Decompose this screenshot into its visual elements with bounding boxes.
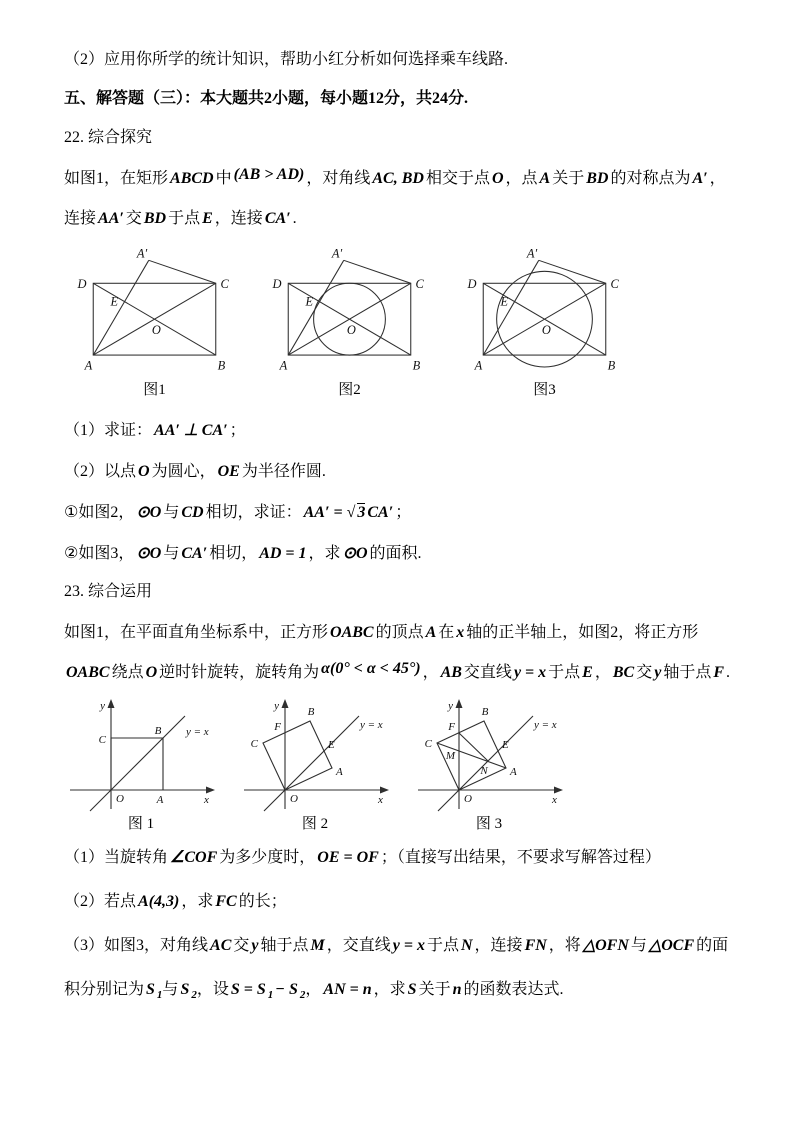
label-y-axis: y bbox=[274, 700, 279, 712]
label-F: F bbox=[448, 721, 455, 733]
q22-intro: 如图1，在矩形 ABCD 中 (AB > AD) ，对角线 AC, BD 相交于点 O ，点 A 关于 BD 的对称点为 A′ ，连接 AA′ 交 BD 于点 E ，连接 CA′ . bbox=[64, 166, 726, 227]
x-axis-arrow bbox=[554, 787, 563, 794]
y-axis-arrow bbox=[108, 699, 115, 708]
label-C: C bbox=[424, 738, 432, 750]
coordinate-diagram-3 bbox=[414, 695, 564, 813]
label-O: O bbox=[290, 793, 298, 805]
label-A-prime: A′ bbox=[526, 246, 538, 261]
label-E: E bbox=[500, 294, 509, 309]
label-x-axis: x bbox=[204, 794, 209, 806]
q21-part2-text: （2）应用你所学的统计知识，帮助小红分析如何选择乘车线路. bbox=[64, 51, 509, 68]
rectangle-diagram-1 bbox=[72, 245, 237, 379]
label-C: C bbox=[220, 277, 229, 292]
label-y-axis: y bbox=[100, 700, 105, 712]
label-B: B bbox=[481, 706, 489, 718]
label-O: O bbox=[541, 323, 551, 338]
label-x-axis: x bbox=[378, 794, 383, 806]
label-B: B bbox=[154, 725, 162, 737]
label-C: C bbox=[415, 277, 424, 292]
label-O: O bbox=[151, 323, 161, 338]
label-A: A bbox=[474, 358, 483, 373]
label-line-y-equals-x: y = x bbox=[534, 719, 557, 731]
q23-figure-1-caption: 图 1 bbox=[127, 816, 155, 832]
q23-figure-1 bbox=[66, 695, 216, 836]
diagram-lines bbox=[483, 260, 606, 367]
label-F: F bbox=[274, 721, 281, 733]
q22-figure-2-caption: 图2 bbox=[338, 382, 361, 398]
rectangle-circle-diagram-2 bbox=[267, 245, 432, 379]
q22-number-title: 22. 综合探究 bbox=[64, 129, 153, 146]
label-O: O bbox=[464, 793, 472, 805]
q23-figure-2 bbox=[240, 695, 390, 836]
x-axis-arrow bbox=[206, 787, 215, 794]
q23-part-2: （2）若点 A(4,3) ，求 FC 的长； bbox=[64, 893, 287, 910]
q22-figure-1-caption: 图1 bbox=[143, 382, 166, 398]
q22-figure-2 bbox=[267, 245, 432, 402]
q23-intro: 如图1，在平面直角坐标系中，正方形 OABC 的顶点 A 在 x 轴的正半轴上，如图2，将正方形OABC 绕点 O 逆时针旋转，旋转角为 α(0° < α < 45°) ， AB 交直线 y = x 于点 E ， BC 交 y 轴于点 F . bbox=[64, 624, 731, 681]
label-A: A bbox=[84, 358, 93, 373]
y-axis-arrow bbox=[456, 699, 463, 708]
q22-part-1: （1）求证： AA′ ⊥ CA′ ； bbox=[64, 422, 246, 439]
label-A: A bbox=[336, 766, 343, 778]
q22-part-2: （2）以点 O 为圆心， OE 为半径作圆. bbox=[64, 463, 326, 480]
label-E: E bbox=[328, 739, 335, 751]
label-line-y-equals-x: y = x bbox=[186, 726, 209, 738]
q22-figure-1 bbox=[72, 245, 237, 402]
rectangle-circle-diagram-3 bbox=[462, 245, 627, 379]
label-x-axis: x bbox=[552, 794, 557, 806]
label-y-axis: y bbox=[448, 700, 453, 712]
q22-part-2-sub-2: ②如图3， ⊙O 与 CA′ 相切， AD = 1 ，求 ⊙O 的面积. bbox=[64, 545, 422, 562]
label-B: B bbox=[217, 358, 226, 373]
label-E: E bbox=[502, 739, 509, 751]
label-A: A bbox=[156, 794, 164, 806]
coordinate-diagram-1 bbox=[66, 695, 216, 813]
q23-part-3: （3）如图3，对角线 AC 交 y 轴于点 M ，交直线 y = x 于点 N ，连接 FN ，将 △OFN 与 △OCF 的面积分别记为 S $_1$与 S $_2$，设 S = S $_1$ − S $_2$， AN = n ，求 S 关于 n 的函数表达式. bbox=[64, 937, 729, 1001]
label-B: B bbox=[307, 706, 315, 718]
q23-part-1: （1）当旋转角 ∠COF 为多少度时， OE = OF ；（直接写出结果，不要求写解答过程） bbox=[64, 849, 661, 866]
label-B: B bbox=[412, 358, 421, 373]
label-M: M bbox=[445, 750, 455, 762]
label-B: B bbox=[607, 358, 616, 373]
q23-figure-2-caption: 图 2 bbox=[301, 816, 329, 832]
coordinate-diagram-2 bbox=[240, 695, 390, 813]
q22-figures-row bbox=[72, 245, 736, 402]
label-E: E bbox=[305, 294, 314, 309]
q23-figure-3 bbox=[414, 695, 564, 836]
label-D: D bbox=[272, 277, 282, 292]
diagram-lines bbox=[70, 705, 209, 811]
label-C: C bbox=[610, 277, 619, 292]
label-D: D bbox=[467, 277, 477, 292]
label-N: N bbox=[480, 765, 488, 777]
label-C: C bbox=[250, 738, 258, 750]
label-A-prime: A′ bbox=[136, 246, 148, 261]
label-A: A bbox=[279, 358, 288, 373]
label-O: O bbox=[346, 323, 356, 338]
q23-figures-row bbox=[66, 695, 736, 836]
q23-figure-3-caption: 图 3 bbox=[475, 816, 503, 832]
label-D: D bbox=[77, 277, 87, 292]
section-five-header: 五、解答题（三）：本大题共2小题，每小题12分，共24分. bbox=[64, 90, 469, 107]
q22-part-2-sub-1: ①如图2， ⊙O 与 CD 相切，求证： AA′ = √ 3 CA′ ； bbox=[64, 504, 412, 521]
q22-figure-3 bbox=[462, 245, 627, 402]
label-O: O bbox=[116, 793, 124, 805]
label-C: C bbox=[98, 734, 106, 746]
label-line-y-equals-x: y = x bbox=[360, 719, 383, 731]
q23-number-title: 23. 综合运用 bbox=[64, 583, 153, 600]
label-A: A bbox=[510, 766, 517, 778]
x-axis-arrow bbox=[380, 787, 389, 794]
label-E: E bbox=[110, 294, 119, 309]
label-A-prime: A′ bbox=[331, 246, 343, 261]
y-axis-arrow bbox=[282, 699, 289, 708]
q22-figure-3-caption: 图3 bbox=[533, 382, 556, 398]
